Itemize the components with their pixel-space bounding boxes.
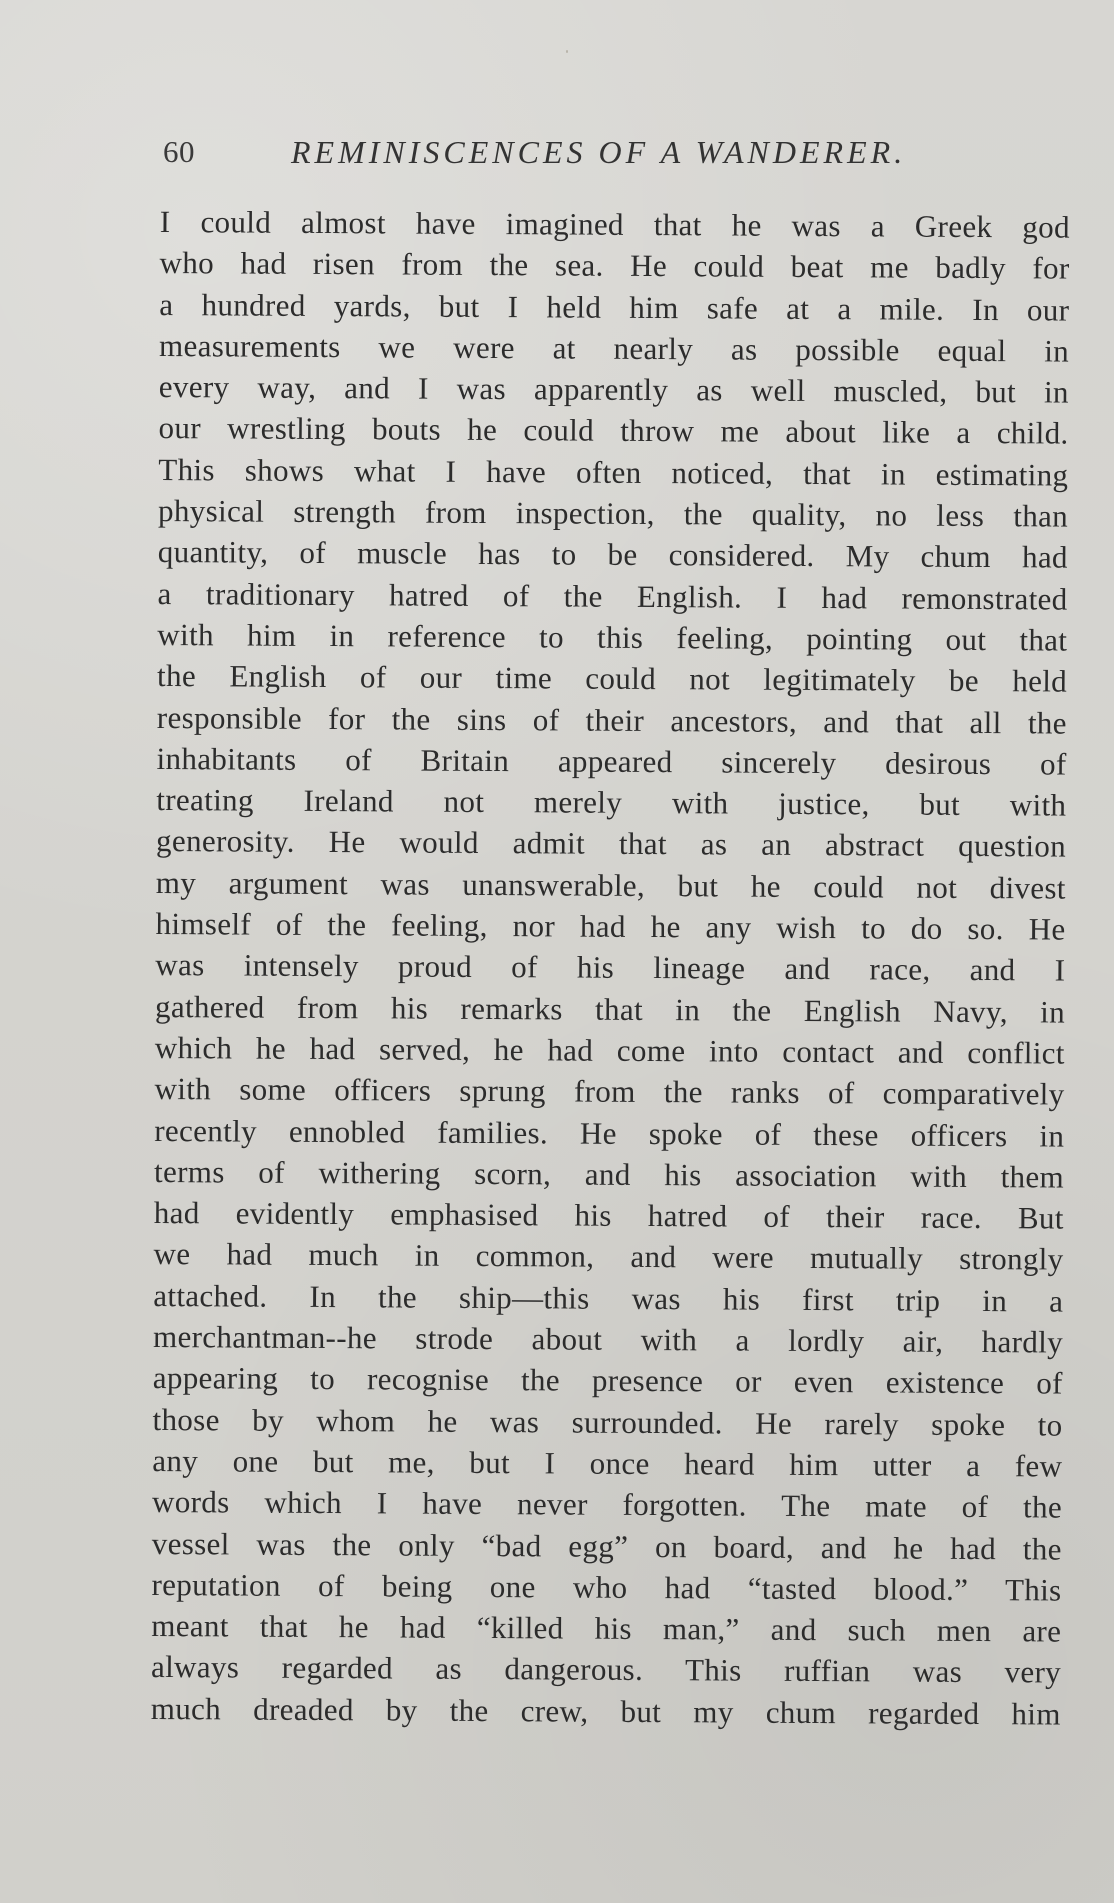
text-line: attached. In the ship—this was his first trip in a — [153, 1277, 1064, 1319]
running-head: REMINISCENCES OF A WANDERER. — [291, 134, 907, 170]
text-line: with some officers sprung from the ranks of comparatively — [154, 1071, 1065, 1112]
text-line: merchantman--he strode about with a lordly air, hardly — [152, 1318, 1064, 1360]
text-line: was intensely proud of his lineage and race, and I — [155, 947, 1066, 988]
body-text — [151, 201, 1070, 1735]
text-line: our wrestling bouts he could throw me about like a child. — [158, 410, 1069, 452]
text-line: the English of our time could not legitimately be held — [156, 658, 1068, 699]
text-line: much dreaded by the crew, but my chum regarded him — [150, 1690, 1061, 1732]
text-line: quantity, of muscle has to be considered. My chum had — [157, 534, 1068, 575]
text-line: words which I have never forgotten. The mate of the — [151, 1484, 1063, 1525]
text-line: I could almost have imagined that he was a Greek god — [159, 203, 1070, 245]
text-line: reputation of being one who had “tasted blood.” This — [151, 1566, 1062, 1608]
text-line: a traditionary hatred of the English. I had remonstrated — [157, 575, 1068, 617]
text-line: treating Ireland not merely with justice, but with — [156, 782, 1067, 823]
text-line: meant that he had “killed his man,” and such men are — [151, 1608, 1062, 1649]
text-line: those by whom he was surrounded. He rarely spoke to — [152, 1401, 1063, 1443]
text-line: himself of the feeling, nor had he any wish to do so. He — [155, 906, 1066, 947]
text-line: always regarded as dangerous. This ruffian was very — [150, 1649, 1062, 1690]
page-header — [163, 132, 953, 182]
text-line: gathered from his remarks that in the English Navy, in — [154, 988, 1066, 1030]
text-line: physical strength from inspection, the quality, no less than — [158, 493, 1069, 534]
text-line: vessel was the only “bad egg” on board, and he had the — [151, 1525, 1062, 1567]
paper-speck — [566, 50, 568, 53]
text-line: we had much in common, and were mutually strongly — [153, 1236, 1064, 1277]
text-line: any one but me, but I once heard him utter a few — [152, 1442, 1063, 1484]
text-line: a hundred yards, but I held him safe at a mile. In our — [159, 286, 1070, 328]
text-line: generosity. He would admit that as an abstract question — [155, 823, 1067, 864]
text-line: responsible for the sins of their ancestors, and that all the — [156, 699, 1067, 741]
text-line: terms of withering scorn, and his association with them — [153, 1153, 1065, 1195]
text-line: recently ennobled families. He spoke of these officers in — [154, 1112, 1065, 1154]
text-line: measurements we were at nearly as possible equal in — [159, 327, 1070, 369]
text-line: This shows what I have often noticed, that in estimating — [158, 451, 1069, 493]
text-line: every way, and I was apparently as well muscled, but in — [158, 369, 1069, 410]
text-line: with him in reference to this feeling, pointing out that — [157, 616, 1068, 658]
page-number: 60 — [163, 134, 195, 169]
text-line: inhabitants of Britain appeared sincerely desirous of — [156, 740, 1067, 782]
text-line: had evidently emphasised his hatred of their race. But — [153, 1195, 1064, 1236]
text-line: which he had served, he had come into contact and conflict — [154, 1029, 1065, 1071]
text-line: who had risen from the sea. He could beat me badly for — [159, 245, 1070, 286]
text-line: my argument was unanswerable, but he could not divest — [155, 864, 1066, 906]
text-line: appearing to recognise the presence or even existence of — [152, 1360, 1063, 1401]
